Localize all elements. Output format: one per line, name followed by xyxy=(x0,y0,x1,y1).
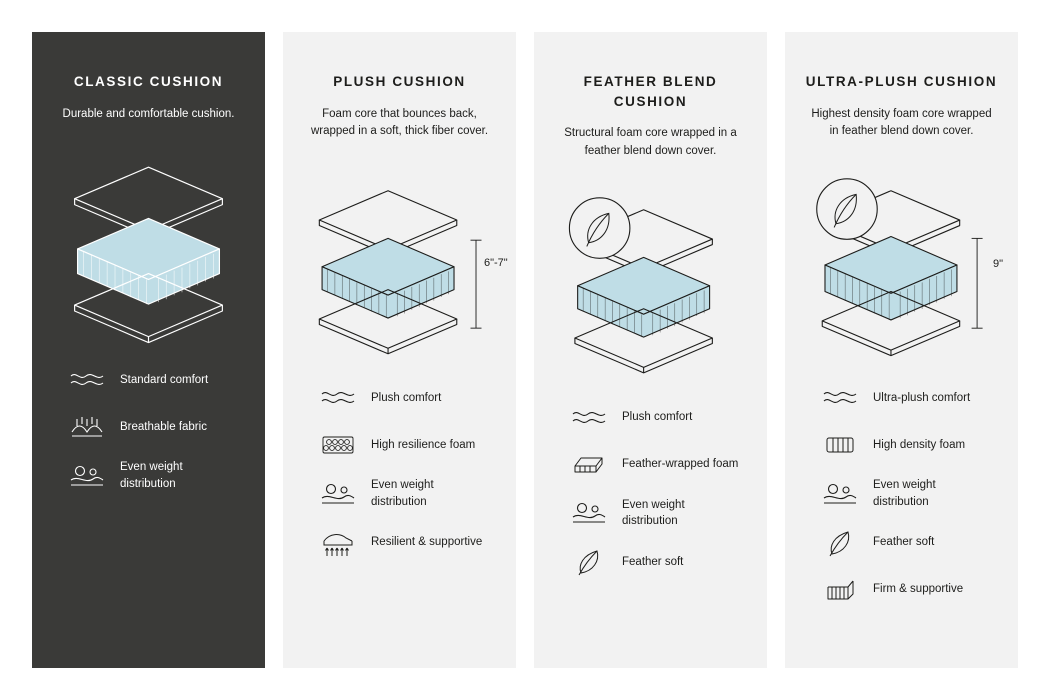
card-title: FEATHER BLEND CUSHION xyxy=(583,74,718,109)
wave-lines-icon xyxy=(821,383,859,413)
wave-lines-icon xyxy=(570,403,608,433)
cushion-layers-illustration xyxy=(803,159,1004,369)
feature-label: Resilient & supportive xyxy=(371,536,483,549)
feature-list xyxy=(50,365,247,492)
feature-item xyxy=(68,412,247,442)
feather-icon xyxy=(821,528,859,558)
leaf-badge xyxy=(817,179,877,239)
feature-label: Plush comfort xyxy=(371,391,442,404)
card-description: Highest density foam core wrapped in feather blend down cover. xyxy=(811,107,992,138)
card-description: Structural foam core wrapped in a feather blend down cover. xyxy=(564,127,737,157)
card-description: Durable and comfortable cushion. xyxy=(62,107,235,120)
feature-label: Breathable fabric xyxy=(120,421,207,434)
feature-label: Even weight distribution xyxy=(622,498,685,528)
card-classic-cushion xyxy=(32,32,265,668)
feature-item xyxy=(68,459,247,492)
feature-label: Firm & supportive xyxy=(873,583,964,596)
card-title: ULTRA-PLUSH CUSHION xyxy=(805,74,998,89)
dimension-label: 6"-7" xyxy=(484,257,508,270)
exploded-cushion-diagram xyxy=(803,162,1000,367)
feature-item xyxy=(319,383,498,413)
feature-label: Even weight distribution xyxy=(120,461,183,491)
even-weight-distribution-icon xyxy=(570,498,608,528)
feature-item xyxy=(570,403,749,433)
exploded-cushion-diagram xyxy=(552,181,749,386)
feature-label: Feather soft xyxy=(873,536,935,549)
feather-icon xyxy=(570,547,608,577)
cushion-layers-illustration xyxy=(552,179,749,389)
feature-item xyxy=(821,477,1000,510)
exploded-cushion-diagram xyxy=(301,164,498,364)
high-density-foam-icon xyxy=(821,430,859,460)
feature-list xyxy=(301,383,498,557)
feature-item xyxy=(821,383,1000,413)
cushion-layers-illustration xyxy=(50,141,247,351)
wave-lines-icon xyxy=(68,365,106,395)
feature-item xyxy=(68,365,247,395)
feature-label: Even weight distribution xyxy=(371,479,434,508)
even-weight-distribution-icon xyxy=(319,479,357,509)
breathable-fabric-icon xyxy=(68,412,106,442)
feature-list xyxy=(803,383,1000,604)
feature-item xyxy=(821,575,1000,605)
dimension-label: 9" xyxy=(993,258,1004,271)
wrapped-foam-block-icon xyxy=(570,450,608,480)
feature-label: Even weight distribution xyxy=(873,479,936,508)
feature-label: High resilience foam xyxy=(371,438,476,451)
card-plush-cushion xyxy=(283,32,516,668)
feature-item xyxy=(570,547,749,577)
card-title: CLASSIC CUSHION xyxy=(73,74,224,89)
card-title: PLUSH CUSHION xyxy=(333,74,466,89)
feature-list xyxy=(552,403,749,577)
feature-label: Ultra-plush comfort xyxy=(873,391,971,404)
resilient-support-icon xyxy=(319,528,357,558)
cushion-layers-illustration xyxy=(301,159,508,369)
feature-item xyxy=(570,497,749,530)
feature-label: Feather soft xyxy=(622,555,684,568)
honeycomb-foam-icon xyxy=(319,430,357,460)
feature-label: Plush comfort xyxy=(622,411,693,424)
firm-support-icon xyxy=(821,575,859,605)
wave-lines-icon xyxy=(319,383,357,413)
feature-label: High density foam xyxy=(873,438,966,451)
feature-item xyxy=(821,430,1000,460)
exploded-cushion-diagram xyxy=(50,146,247,346)
feature-item xyxy=(570,450,749,480)
card-ultra-plush-cushion xyxy=(785,32,1018,668)
even-weight-distribution-icon xyxy=(821,479,859,509)
feature-label: Feather-wrapped foam xyxy=(622,458,739,471)
feature-item xyxy=(319,430,498,460)
card-description: Foam core that bounces back, wrapped in a soft, thick fiber cover. xyxy=(310,107,489,138)
feature-item xyxy=(319,528,498,558)
feature-item xyxy=(821,528,1000,558)
even-weight-distribution-icon xyxy=(68,461,106,491)
feature-item xyxy=(319,477,498,510)
leaf-badge xyxy=(569,198,629,258)
feature-label: Standard comfort xyxy=(120,374,209,387)
card-feather-blend-cushion xyxy=(534,32,767,668)
